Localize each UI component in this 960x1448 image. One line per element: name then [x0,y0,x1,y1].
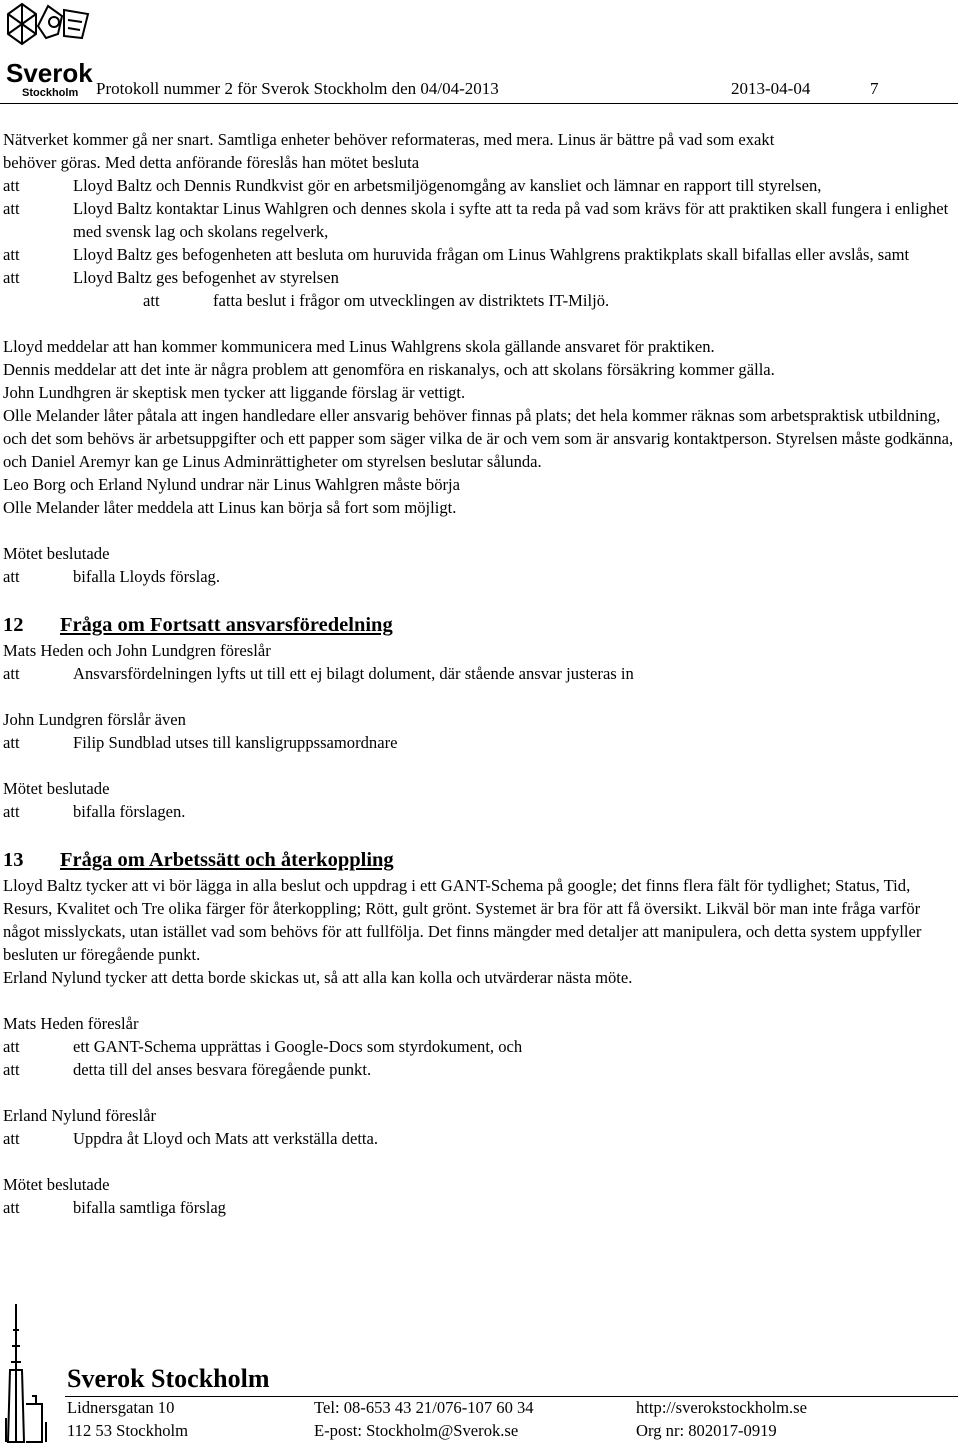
att-label: att [3,1129,20,1148]
proposal-item-text: Uppdra åt Lloyd och Mats att verkställa detta. [73,1129,379,1148]
decision-item [3,174,958,197]
paragraph: Erland Nylund tycker att detta borde skickas ut, så att alla kan kolla och utvärderar nästa möte. [3,968,633,987]
section-heading-13 [3,846,958,874]
paragraph: Lloyd Baltz tycker att vi bör lägga in alla beslut och uppdrag i ett GANT-Schema på google; det finns flera fält för tydlighet; Status, Tid, Resurs, Kvalitet och Tre olika färger för återkoppling; Rött, gult grönt. Systemet är bra för att få översikt. Likväl bör man inte fråga varför något misslyckats, utan istället vad som behövs för att fullfölja. Det finns mängder med detaljer att manipulera, och detta system uppfyller besluten ur föregående punkt. [3,876,922,964]
header-title: Protokoll nummer 2 för Sverok Stockholm den 04/04-2013 [96,79,499,98]
decision-result-text: bifalla förslagen. [73,802,186,821]
decision-result-text: bifalla samtliga förslag [73,1198,226,1217]
logo-text: Sverok [6,58,93,88]
att-label: att [3,1060,20,1079]
proposal-item [3,1058,958,1081]
footer-address-street: Lidnersgatan 10 [67,1398,175,1417]
decision-result [3,800,958,823]
att-label: att [3,245,20,264]
paragraph: Leo Borg och Erland Nylund undrar när Linus Wahlgren måste börja [3,475,461,494]
page-footer [0,1300,960,1448]
footer-org-nr: Org nr: 802017-0919 [636,1421,777,1440]
proposal-item-text: ett GANT-Schema upprättas i Google-Docs som styrdokument, och [73,1037,523,1056]
decision-item-text: Lloyd Baltz kontaktar Linus Wahlgren och dennes skola i syfte att ta reda på vad som krävs för att praktiken skall fungera i enlighet med svensk lag och skolans regelverk, [73,199,949,241]
att-label: att [3,199,20,218]
decision-item-text: Lloyd Baltz och Dennis Rundkvist gör en arbetsmiljögenomgång av kansliet och lämnar en rapport till styrelsen, [73,176,822,195]
section-heading-12 [3,611,958,639]
footer-email: E-post: Stockholm@Sverok.se [314,1421,519,1440]
document-body [3,128,958,1219]
decision-result [3,1196,958,1219]
section-number: 12 [3,614,24,636]
paragraph: Dennis meddelar att det inte är några problem att genomföra en riskanalys, och att skolans försäkring kommer gälla. [3,360,775,379]
att-label: att [3,664,20,683]
section-number: 13 [3,849,24,871]
proposer-line: John Lundgren förslår även [3,710,186,729]
att-label: att [3,268,20,287]
stockholm-tower-icon [2,1300,62,1448]
decision-result [3,565,958,588]
header-divider [0,103,958,104]
decision-item-text: Lloyd Baltz ges befogenhet av styrelsen [73,268,339,287]
section-title: Fråga om Arbetssätt och återkoppling [60,849,394,871]
paragraph: Lloyd meddelar att han kommer kommunicera med Linus Wahlgrens skola gällande ansvaret för praktiken. [3,337,715,356]
proposer-line: Erland Nylund föreslår [3,1106,156,1125]
att-label: att [143,291,160,310]
att-label: att [3,1037,20,1056]
paragraph: John Lundhgren är skeptisk men tycker att liggande förslag är vettigt. [3,383,466,402]
att-label: att [3,1198,20,1217]
footer-address-city: 112 53 Stockholm [67,1421,189,1440]
logo-subtext: Stockholm [22,87,79,99]
proposal-item-text: Ansvarsfördelningen lyfts ut till ett ej bilagt dolument, där stående ansvar justeras in [73,664,634,683]
decision-label: Mötet beslutade [3,779,110,798]
page-number: 7 [870,79,879,98]
paragraph: Olle Melander låter meddela att Linus kan börja så fort som möjligt. [3,498,457,517]
header-date: 2013-04-04 [731,79,811,98]
proposal-item [3,662,958,685]
footer-website: http://sverokstockholm.se [636,1398,807,1417]
decision-item [3,197,958,243]
proposal-item [3,1127,958,1150]
proposal-item-text: detta till del anses besvara föregående punkt. [73,1060,372,1079]
decision-item [3,243,958,266]
section-title: Fråga om Fortsatt ansvarsföredelning [60,614,393,636]
proposal-item [3,731,958,754]
att-label: att [3,176,20,195]
proposer-line: Mats Heden och John Lundgren föreslår [3,641,271,660]
footer-divider [65,1396,958,1397]
footer-phone: Tel: 08-653 43 21/076-107 60 34 [314,1398,534,1417]
proposer-line: Mats Heden föreslår [3,1014,139,1033]
decision-item [3,266,958,289]
proposal-item-text: Filip Sundblad utses till kansligruppssamordnare [73,733,398,752]
att-label: att [3,567,20,586]
decision-label: Mötet beslutade [3,544,110,563]
decision-subitem [3,289,958,312]
paragraph: Olle Melander låter påtala att ingen handledare eller ansvarig behöver finnas på plats; det hela kommer räknas som arbetspraktisk utbildning, och det som behövs är arbetsuppgifter och ett papper som säger vilka de är och vem som är ansvarig kontaktperson. Styrelsen måste godkänna, och Daniel Aremyr kan ge Linus Adminrättigheter om styrelsen beslutar sålunda. [3,406,954,471]
proposal-item [3,1035,958,1058]
intro-line-2: behöver göras. Med detta anförande föreslås han mötet besluta [3,153,420,172]
att-label: att [3,733,20,752]
decision-subitem-text: fatta beslut i frågor om utvecklingen av distriktets IT-Miljö. [213,291,610,310]
page-header [0,0,960,110]
decision-result-text: bifalla Lloyds förslag. [73,567,221,586]
sverok-logo [2,0,94,100]
decision-item-text: Lloyd Baltz ges befogenheten att besluta om huruvida frågan om Linus Wahlgrens praktikplats skall bifallas eller avslås, samt [73,245,910,264]
att-label: att [3,802,20,821]
decision-label: Mötet beslutade [3,1175,110,1194]
intro-line-1: Nätverket kommer gå ner snart. Samtliga enheter behöver reformateras, med mera. Linus är bättre på vad som exakt [3,130,775,149]
footer-org-name: Sverok Stockholm [67,1364,270,1393]
